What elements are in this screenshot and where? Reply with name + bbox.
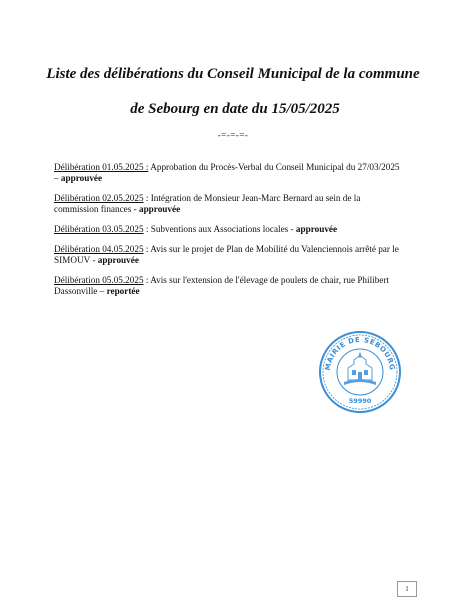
deliberation-description: Approbation du Procès-Verbal du Conseil Municipal du 27/03/2025 – [54, 162, 400, 183]
deliberation-status: approuvée [295, 224, 338, 234]
deliberation-reference: Délibération 05.05.2025 [54, 275, 144, 285]
deliberation-item-2 [54, 193, 404, 215]
deliberation-status: approuvée [60, 173, 103, 183]
deliberation-reference: Délibération 02.05.2025 [54, 193, 144, 203]
deliberation-item-5 [54, 275, 404, 297]
title-separator: -=-=-=- [217, 130, 249, 140]
deliberation-reference: Délibération 04.05.2025 [54, 244, 144, 254]
deliberation-status: approuvée [138, 204, 181, 214]
deliberation-reference: Délibération 03.05.2025 [54, 224, 144, 234]
document-title-line-1: Liste des délibérations du Conseil Municipal de la commune [46, 66, 420, 82]
deliberation-status: approuvée [97, 255, 139, 265]
deliberation-description: : Subventions aux Associations locales - [143, 224, 296, 234]
deliberation-reference: Délibération 01.05.2025 : [54, 162, 149, 172]
deliberation-item-4 [54, 244, 404, 266]
deliberation-item-3 [54, 224, 404, 235]
document-title-line-2: de Sebourg en date du 15/05/2025 [130, 101, 340, 117]
town-hall-seal-icon [318, 330, 402, 414]
deliberation-description: : Avis sur le projet de Plan de Mobilité du Valenciennois arrêté par le SIMOUV - [54, 244, 399, 265]
deliberation-description: : Intégration de Monsieur Jean-Marc Bernard au sein de la commission finances - [54, 193, 361, 214]
stamp-top-text: MAIRIE DE SEBOURG [323, 335, 397, 372]
page-number: 1 [397, 581, 417, 597]
stamp-bottom-text: 59990 [348, 397, 372, 405]
deliberation-description: : Avis sur l'extension de l'élevage de poulets de chair, rue Philibert Dassonville – [54, 275, 389, 296]
deliberation-status: reportée [106, 286, 140, 296]
deliberation-item-1 [54, 162, 404, 184]
deliberations-list [54, 162, 404, 306]
